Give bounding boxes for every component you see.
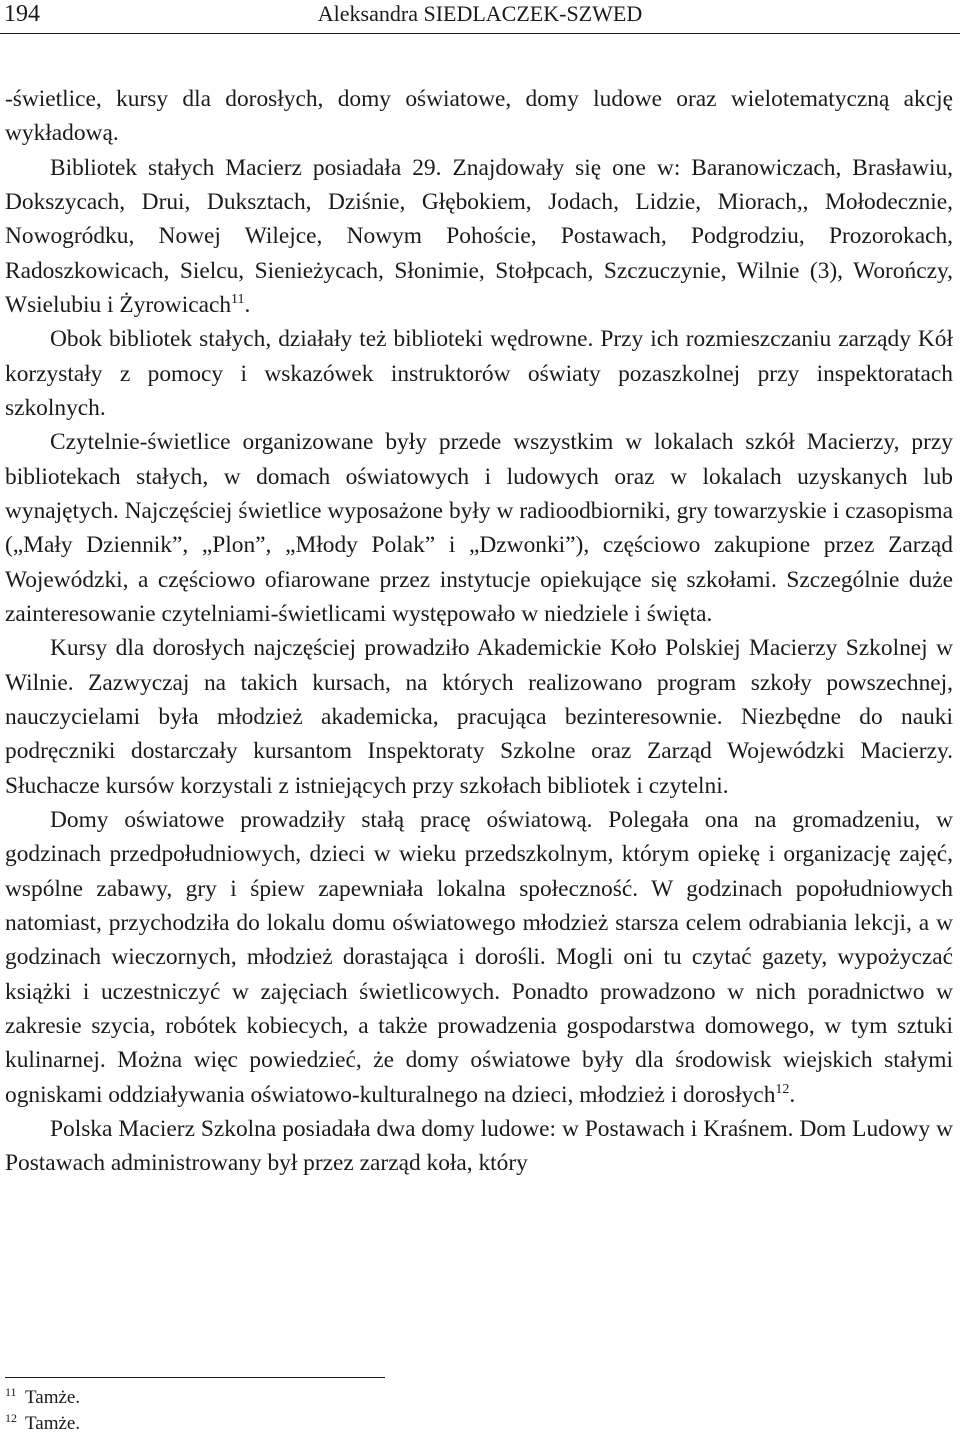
footnote-11: $^{11}$ Tamże. [5,1385,81,1408]
body-text [5,82,953,1181]
paragraph-2: Bibliotek stałych Macierz posiadała 29. Znajdowały się one w: Baranowiczach, Brasławiu, Dokszycach, Drui, Duksztach, Dziśnie, Głębokiem, Jodach, Lidzie, Miorach,, Mołodecznie, Nowogródku, Nowej Wilejce, Nowym Pohoście, Postawach, Podgrodziu, Prozorokach, Radoszkowicach, Sielcu, Sienieżycach, Słonimie, Stołpcach, Szczuczynie, Wilnie (3), Worończy, Wsielubiu i Żyrowicach$^{11}$. [5,154,953,318]
page-header [0,0,960,34]
footnote-ref-12: 12 [775,1081,790,1097]
paragraph-5: Kursy dla dorosłych najczęściej prowadziło Akademickie Koło Polskiej Macierzy Szkolnej w Wilnie. Zazwyczaj na takich kursach, na których realizowano program szkoły powszechnej, nauczycielami była młodzież akademicka, pracująca bezinteresownie. Niezbędne do nauki podręczniki dostarczały kursantom Inspektoraty Szkolne oraz Zarząd Wojewódzki Macierzy. Słuchacze kursów korzystali z istniejących przy szkołach bibliotek i czytelni. [5,635,953,799]
paragraph-3: Obok bibliotek stałych, działały też biblioteki wędrowne. Przy ich rozmieszczaniu zarządy Kół korzystały z pomocy i wskazówek instruktorów oświaty pozaszkolnej przy inspektoratach szkolnych. [5,326,953,421]
paragraph-4: Czytelnie-świetlice organizowane były przede wszystkim w lokalach szkół Macierzy, przy bibliotekach stałych, w domach oświatowych i ludowych oraz w lokalach uzyskanych lub wynajętych. Najczęściej świetlice wyposażone były w radioodbiorniki, gry towarzyskie i czasopisma („Mały Dziennik”, „Plon”, „Młody Polak” i „Dzwonki”), częściowo zakupione przez Zarząd Wojewódzki, a częściowo ofiarowane przez instytucje opiekujące się szkołami. Szczególnie duże zainteresowanie czytelniami-świetlicami występowało w niedziele i święta. [5,429,953,627]
footnote-separator [5,1377,385,1378]
paragraph-1: -świetlice, kursy dla dorosłych, domy oświatowe, domy ludowe oraz wielotematyczną akcję wykładową. [5,86,953,147]
paragraph-6: Domy oświatowe prowadziły stałą pracę oświatową. Polegała ona na gromadzeniu, w godzinach przedpołudniowych, dzieci w wieku przedszkolnym, którym opiekę i organizację zajęć, wspólne zabawy, gry i śpiew zapewniała lokalna społeczność. W godzinach popołudniowych natomiast, przychodziła do lokalu domu oświatowego młodzież starsza celem odrabiania lekcji, a w godzinach wieczornych, młodzież dorastająca i dorośli. Mogli oni tu czytać gazety, wypożyczać książki i uczestniczyć w zajęciach świetlicowych. Ponadto prowadzono w nich poradnictwo w zakresie szycia, robótek kobiecych, a także prowadzenia gospodarstwa domowego, w tym sztuki kulinarnej. Można więc powiedzieć, że domy oświatowe były dla środowisk wiejskich stałymi ogniskami oddziaływania oświatowo-kulturalnego na dzieci, młodzież i dorosłych$^{12}$. [5,806,953,1108]
paragraph-7: Polska Macierz Szkolna posiadała dwa domy ludowe: w Postawach i Kraśnem. Dom Ludowy w Postawach administrowany był przez zarząd koła, który [5,1115,953,1177]
running-head: Aleksandra SIEDLACZEK-SZWED [317,1,643,26]
footnotes [5,1385,953,1437]
footnote-ref-11: 11 [231,291,245,307]
page-number: 194 [4,1,40,27]
footnote-12: $^{12}$ Tamże. [5,1411,81,1434]
